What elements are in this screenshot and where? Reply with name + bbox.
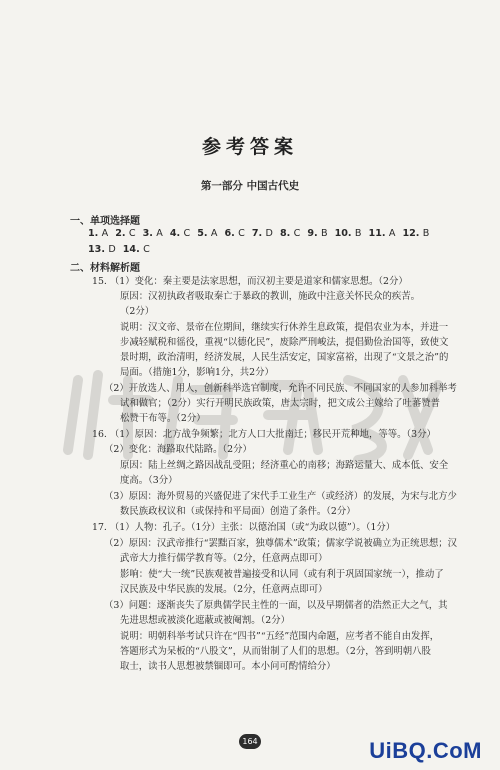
analysis-line: 答题形式为呆板的“八股文”，从而钳制了人们的思想。（2分，答到明朝八股 <box>120 646 431 657</box>
analysis-line: 先进思想或被淡化遮蔽或被阉割。（2分） <box>120 615 291 626</box>
part-heading: 第一部分 中国古代史 <box>200 180 300 192</box>
analysis-line: 原因：汉初执政者吸取秦亡于暴政的教训，施政中注意关怀民众的疾苦。 <box>120 291 421 302</box>
analysis-line: 说明：汉文帝、景帝在位期间，继续实行休养生息政策，提倡农业为本，并进一 <box>120 322 449 333</box>
answer-number: 4. <box>169 228 184 239</box>
answers-row-2 <box>88 244 458 255</box>
analysis-line: 松赞干布等。（2分） <box>120 413 206 424</box>
section-heading-analysis: 二、材料解析题 <box>70 263 140 274</box>
analysis-line: 17. （1）人物：孔子。（1分）主张：以德治国（或“为政以德”）。（1分） <box>92 522 396 533</box>
section-heading-choice: 一、单项选择题 <box>70 216 140 227</box>
analysis-line: 汉民族及中华民族的发展。（2分，任意两点即可） <box>120 584 328 595</box>
answer-number: 7. <box>251 228 266 239</box>
answer-choice: C <box>143 244 150 255</box>
answer-choice: A <box>156 228 163 239</box>
answer-number: 5. <box>197 228 211 239</box>
answer-choice: C <box>183 228 191 239</box>
analysis-line: 说明：明朝科举考试只许在“四书”“五经”范围内命题，应考者不能自由发挥， <box>120 631 440 642</box>
answer-number: 6. <box>224 228 239 239</box>
answer-number: 2. <box>115 228 129 239</box>
analysis-line: 取士，读书人思想被禁锢即可。本小问可酌情给分） <box>120 661 336 672</box>
analysis-line: 影响：使“大一统”民族观被普遍接受和认同（或有利于巩固国家统一），推动了 <box>120 569 444 580</box>
answer-choice: D <box>265 228 273 239</box>
answer-number: 14. <box>122 244 144 255</box>
answer-number: 11. <box>368 228 389 239</box>
analysis-line: （2）开放选人、用人，创新科举选官制度，允许不同民族、不同国家的人参加科举考 <box>104 383 457 394</box>
answer-choice: C <box>293 228 301 239</box>
analysis-line: 局面。（措施1分，影响1分，共2分） <box>120 367 274 378</box>
analysis-line: （3）问题：逐渐丧失了原典儒学民主性的一面，以及早期儒者的浩然正大之气，其 <box>104 600 448 611</box>
answer-number: 12. <box>402 228 423 239</box>
analysis-line: （2）变化：海路取代陆路。（2分） <box>104 444 252 455</box>
answer-number: 8. <box>279 228 294 239</box>
answers-row-1 <box>88 228 458 239</box>
answer-number: 10. <box>334 228 355 239</box>
answer-number: 1. <box>88 228 102 239</box>
answer-choice: A <box>388 228 396 239</box>
answer-choice: A <box>210 228 218 239</box>
analysis-line: （2分） <box>120 306 155 317</box>
analysis-line: 原因：陆上丝绸之路因战乱受阻；经济重心的南移；海路运量大、成本低、安全 <box>120 460 449 471</box>
analysis-line: 武帝大力推行儒学教育等。（2分，任意两点即可） <box>120 553 328 564</box>
analysis-line: （2）原因：汉武帝推行“罢黜百家，独尊儒术”政策；儒家学说被确立为正统思想；汉 <box>104 538 458 549</box>
analysis-line: 试和做官；（2分）实行开明民族政策，唐太宗时，把文成公主嫁给了吐蕃赞普 <box>120 398 441 409</box>
answer-choice: D <box>108 244 116 255</box>
answer-choice: C <box>238 228 245 239</box>
analysis-line: 度高。（3分） <box>120 475 178 486</box>
answer-number: 9. <box>307 228 321 239</box>
analysis-line: （3）原因：海外贸易的兴盛促进了宋代手工业生产（或经济）的发展，为宋与北方少 <box>104 491 457 502</box>
answer-choice: B <box>320 228 328 239</box>
analysis-line: 15. （1）变化：秦主要是法家思想，而汉初主要是道家和儒家思想。（2分） <box>92 276 408 287</box>
page-number-badge: 164 <box>239 734 261 749</box>
analysis-line: 步减轻赋税和徭役，重视“以德化民”，废除严刑峻法，提倡勤俭治国等，致使文 <box>120 337 449 348</box>
answer-choice: C <box>128 228 136 239</box>
page-title: 参考答案 <box>201 136 298 158</box>
answer-choice: B <box>354 228 362 239</box>
answer-number: 3. <box>142 228 157 239</box>
analysis-line: 16. （1）原因：北方战争频繁；北方人口大批南迁；移民开荒种地，等等。（3分） <box>92 429 436 440</box>
brand-logo-text: UiBQ.CoM <box>369 738 482 763</box>
analysis-line: 数民族政权议和（或保持和平局面）创造了条件。（2分） <box>120 506 356 517</box>
answer-choice: B <box>422 228 430 239</box>
answer-number: 13. <box>88 244 109 255</box>
analysis-line: 景时期，政治清明，经济发展，人民生活安定，国家富裕，出现了“文景之治”的 <box>120 352 449 363</box>
answer-choice: A <box>101 228 109 239</box>
